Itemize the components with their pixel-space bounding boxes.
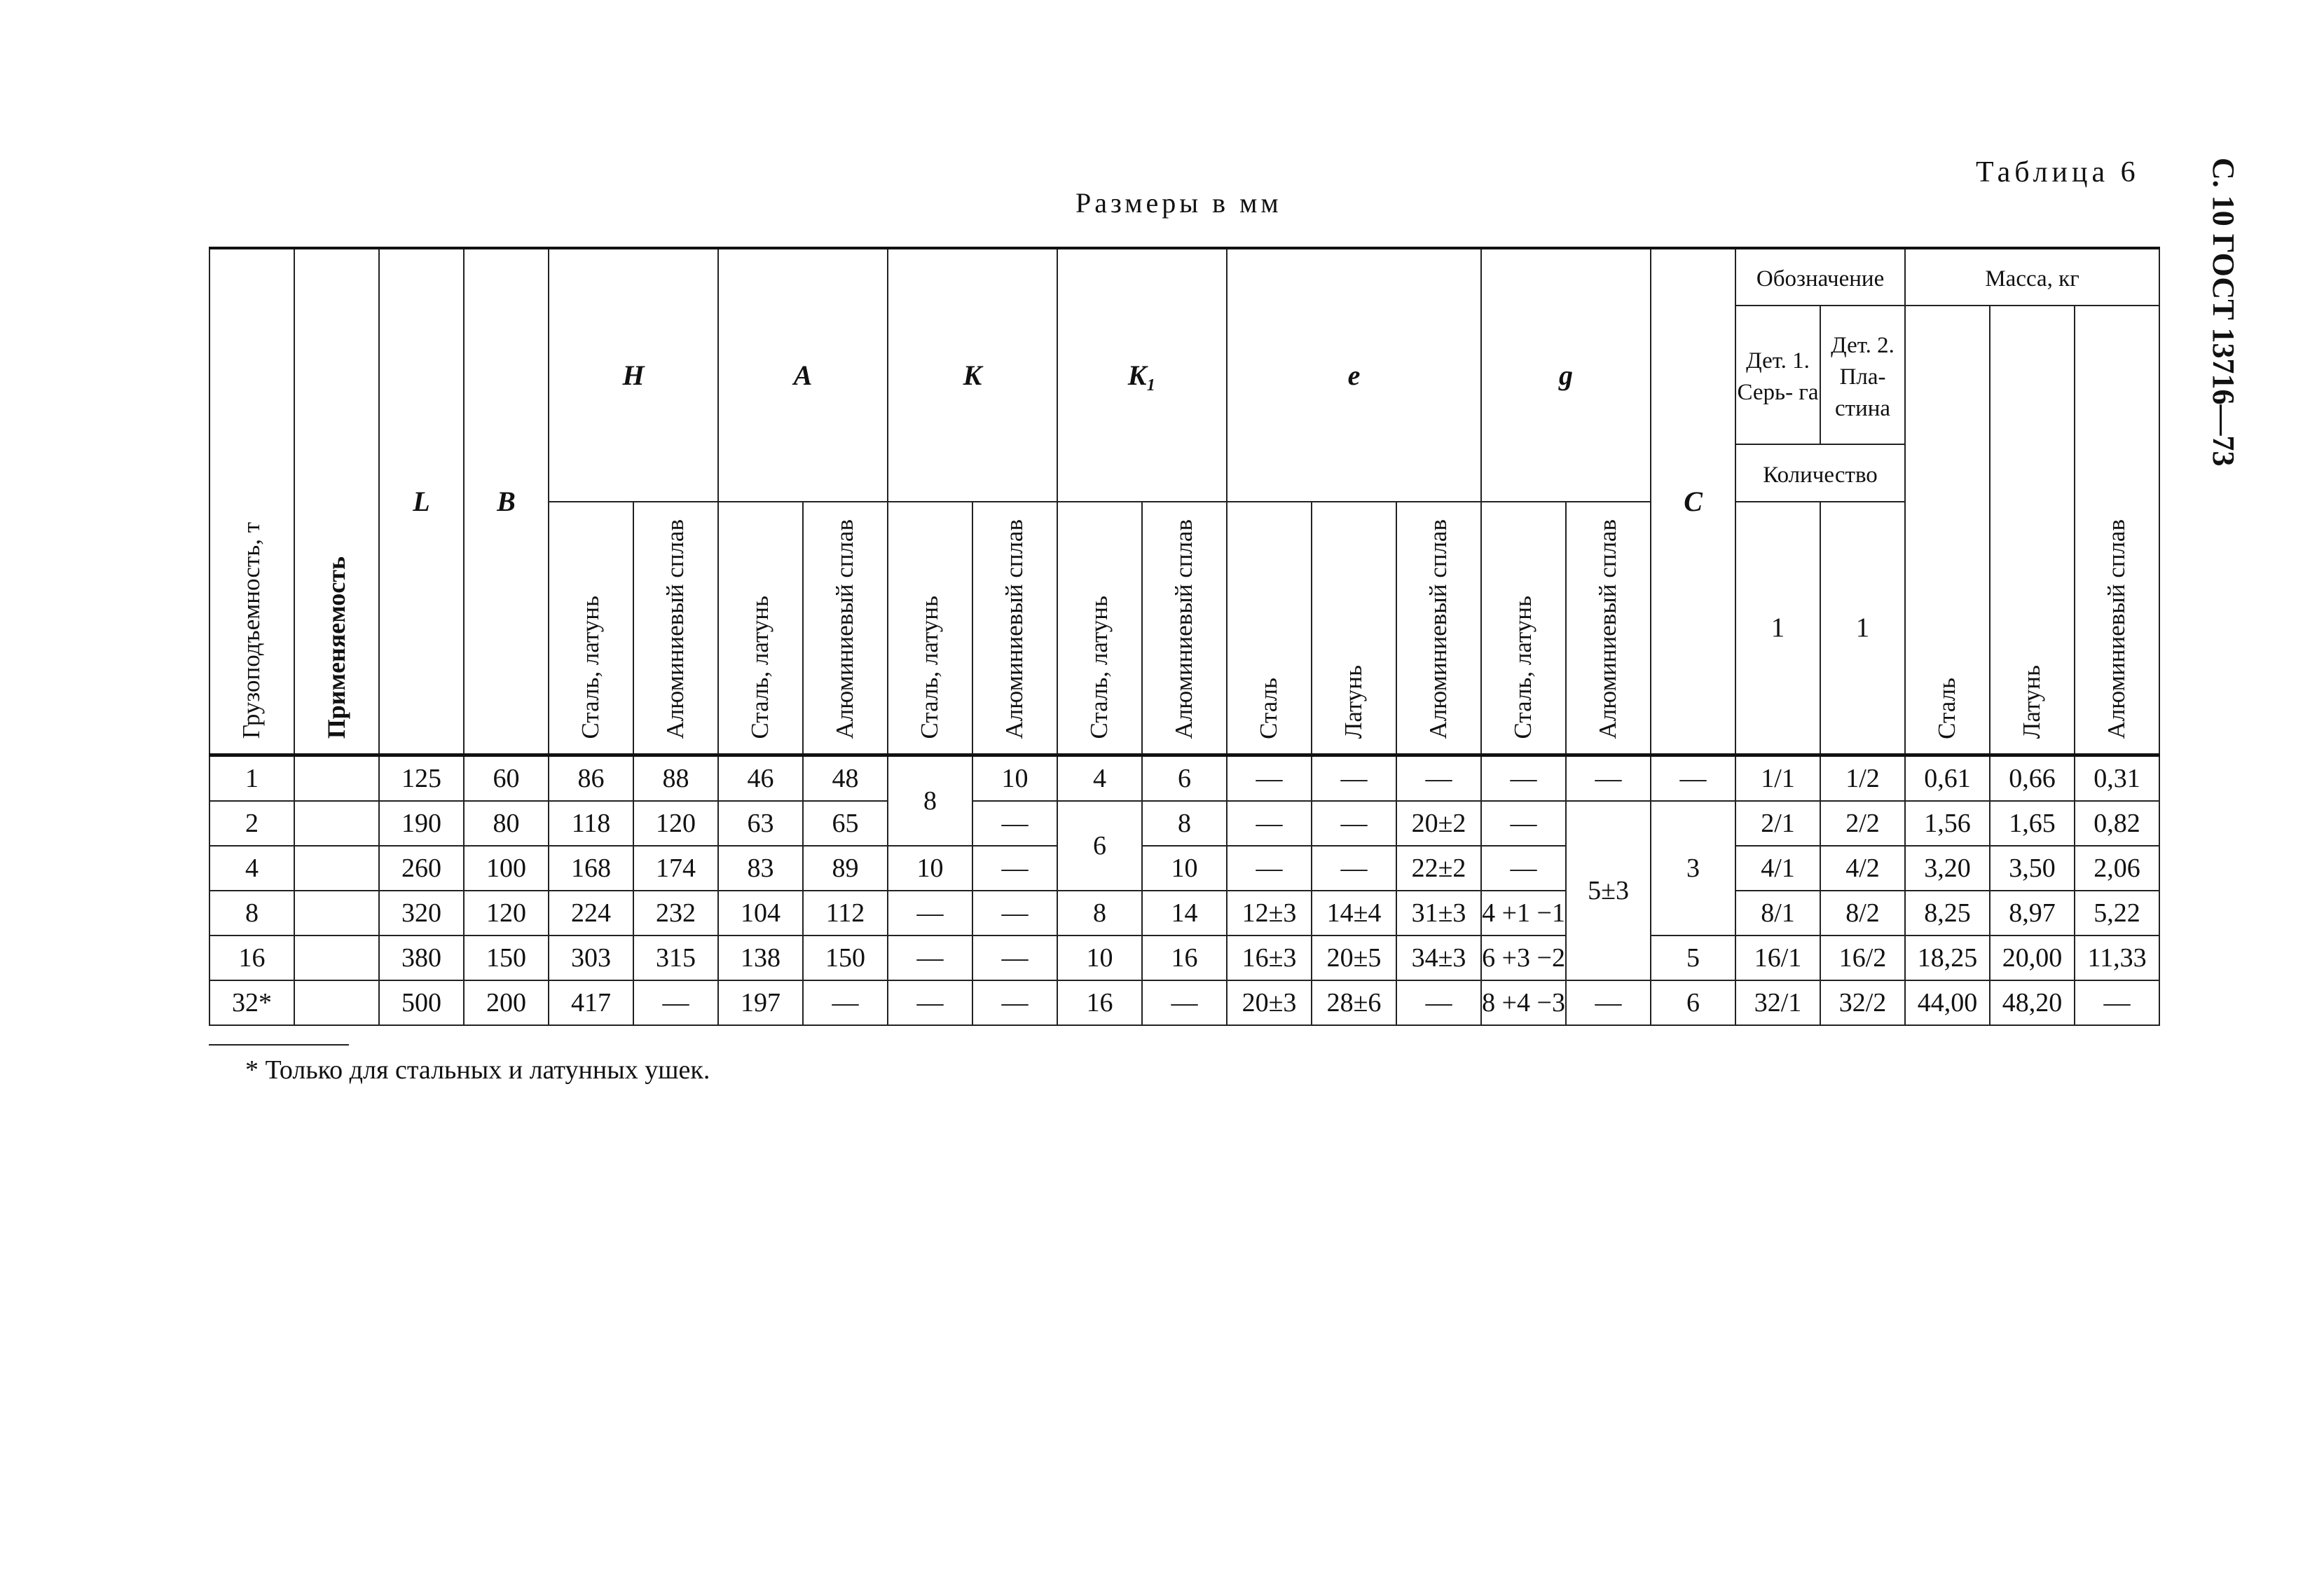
cell-K1-aluminum: 10 [1142, 846, 1227, 891]
cell-A-steel-brass: 138 [718, 936, 803, 980]
cell-e-steel: 12±3 [1227, 891, 1312, 936]
cell-C: 3 [1651, 801, 1735, 936]
cell-K1-aluminum: 14 [1142, 891, 1227, 936]
cell-A-steel-brass: 63 [718, 801, 803, 846]
cell-K-aluminum: — [972, 891, 1057, 936]
header-det2: Дет. 2. Пла- стина [1820, 306, 1905, 444]
cell-mass-aluminum: 2,06 [2075, 846, 2159, 891]
cell-g-steel-brass: 8 +4 −3 [1481, 980, 1566, 1025]
cell-applicability [294, 846, 379, 891]
cell-K-aluminum: — [972, 980, 1057, 1025]
cell-K1-steel-brass: 6 [1057, 801, 1142, 891]
cell-A-steel-brass: 104 [718, 891, 803, 936]
cell-K-steel-brass: 8 [888, 755, 972, 846]
header-e-steel: Сталь [1227, 502, 1312, 755]
cell-K1-aluminum: 16 [1142, 936, 1227, 980]
cell-L: 260 [379, 846, 464, 891]
cell-B: 60 [464, 755, 549, 801]
header-g-steel-brass: Сталь, латунь [1481, 502, 1566, 755]
header-K1: K₁ [1057, 248, 1227, 502]
cell-L: 380 [379, 936, 464, 980]
cell-C: — [1651, 755, 1735, 801]
cell-K-aluminum: — [972, 801, 1057, 846]
cell-K-aluminum: — [972, 846, 1057, 891]
cell-e-aluminum: 22±2 [1396, 846, 1481, 891]
cell-det1: 8/1 [1735, 891, 1820, 936]
cell-K-steel-brass: 10 [888, 846, 972, 891]
cell-H-aluminum: 315 [633, 936, 718, 980]
cell-applicability [294, 891, 379, 936]
cell-mass-steel: 3,20 [1905, 846, 1990, 891]
cell-e-brass: 14±4 [1312, 891, 1396, 936]
header-designation: Обозначение [1735, 248, 1905, 306]
cell-e-steel: — [1227, 846, 1312, 891]
cell-H-steel-brass: 168 [549, 846, 633, 891]
cell-H-steel-brass: 118 [549, 801, 633, 846]
cell-mass-steel: 0,61 [1905, 755, 1990, 801]
cell-det2: 1/2 [1820, 755, 1905, 801]
cell-K1-steel-brass: 4 [1057, 755, 1142, 801]
cell-K1-aluminum: 6 [1142, 755, 1227, 801]
cell-det1: 32/1 [1735, 980, 1820, 1025]
cell-det1: 4/1 [1735, 846, 1820, 891]
cell-det1: 2/1 [1735, 801, 1820, 846]
cell-mass-steel: 1,56 [1905, 801, 1990, 846]
header-L: L [379, 248, 464, 755]
cell-A-aluminum: 112 [803, 891, 888, 936]
cell-capacity: 4 [209, 846, 294, 891]
cell-A-aluminum: — [803, 980, 888, 1025]
cell-g-aluminum: — [1566, 755, 1651, 801]
cell-L: 500 [379, 980, 464, 1025]
cell-B: 80 [464, 801, 549, 846]
cell-e-aluminum: 31±3 [1396, 891, 1481, 936]
header-e-brass: Латунь [1312, 502, 1396, 755]
cell-mass-steel: 8,25 [1905, 891, 1990, 936]
cell-H-steel-brass: 86 [549, 755, 633, 801]
cell-e-steel: — [1227, 755, 1312, 801]
cell-det2: 32/2 [1820, 980, 1905, 1025]
cell-e-steel: 20±3 [1227, 980, 1312, 1025]
table-row [209, 936, 2244, 980]
cell-e-brass: 20±5 [1312, 936, 1396, 980]
header-quantity: Количество [1735, 444, 1905, 502]
footnote-divider [209, 1044, 349, 1046]
header-mass-aluminum: Алюминиевый сплав [2075, 306, 2159, 755]
header-K1-aluminum: Алюминиевый сплав [1142, 502, 1227, 755]
table-row [209, 980, 2244, 1025]
cell-C: 5 [1651, 936, 1735, 980]
header-B: B [464, 248, 549, 755]
dimensions-table [209, 247, 2245, 1026]
header-mass-brass: Латунь [1990, 306, 2075, 755]
cell-H-aluminum: — [633, 980, 718, 1025]
cell-applicability [294, 980, 379, 1025]
table-row [209, 755, 2244, 801]
cell-mass-aluminum: 11,33 [2075, 936, 2159, 980]
cell-e-steel: — [1227, 801, 1312, 846]
header-qty1: 1 [1735, 502, 1820, 755]
cell-L: 125 [379, 755, 464, 801]
cell-A-steel-brass: 83 [718, 846, 803, 891]
table-row [209, 846, 2244, 891]
cell-K-aluminum: 10 [972, 755, 1057, 801]
cell-e-aluminum: 34±3 [1396, 936, 1481, 980]
cell-A-aluminum: 150 [803, 936, 888, 980]
cell-det2: 4/2 [1820, 846, 1905, 891]
cell-L: 190 [379, 801, 464, 846]
cell-mass-aluminum: — [2075, 980, 2159, 1025]
cell-e-brass: — [1312, 846, 1396, 891]
cell-mass-aluminum: 0,31 [2075, 755, 2159, 801]
cell-g-aluminum: 5±3 [1566, 801, 1651, 980]
cell-applicability [294, 801, 379, 846]
cell-mass-brass: 8,97 [1990, 891, 2075, 936]
cell-det2: 8/2 [1820, 891, 1905, 936]
header-e-aluminum: Алюминиевый сплав [1396, 502, 1481, 755]
cell-e-aluminum: — [1396, 980, 1481, 1025]
cell-A-aluminum: 65 [803, 801, 888, 846]
cell-capacity: 8 [209, 891, 294, 936]
cell-e-brass: 28±6 [1312, 980, 1396, 1025]
cell-H-aluminum: 232 [633, 891, 718, 936]
cell-e-steel: 16±3 [1227, 936, 1312, 980]
cell-capacity: 1 [209, 755, 294, 801]
cell-det1: 1/1 [1735, 755, 1820, 801]
header-A-aluminum: Алюминиевый сплав [803, 502, 888, 755]
cell-H-steel-brass: 303 [549, 936, 633, 980]
header-A: A [718, 248, 888, 502]
cell-e-aluminum: 20±2 [1396, 801, 1481, 846]
cell-A-steel-brass: 197 [718, 980, 803, 1025]
cell-H-steel-brass: 417 [549, 980, 633, 1025]
table-row [209, 891, 2244, 936]
cell-capacity: 32* [209, 980, 294, 1025]
header-capacity: Грузоподъемность, т [209, 248, 294, 755]
cell-mass-brass: 3,50 [1990, 846, 2075, 891]
header-mass: Масса, кг [1905, 248, 2159, 306]
cell-H-steel-brass: 224 [549, 891, 633, 936]
header-C: C [1651, 248, 1735, 755]
cell-K1-aluminum: 8 [1142, 801, 1227, 846]
cell-mass-steel: 18,25 [1905, 936, 1990, 980]
cell-det1: 16/1 [1735, 936, 1820, 980]
header-g: g [1481, 248, 1651, 502]
cell-K-steel-brass: — [888, 891, 972, 936]
cell-K-steel-brass: — [888, 980, 972, 1025]
cell-g-aluminum: — [1566, 980, 1651, 1025]
cell-det2: 2/2 [1820, 801, 1905, 846]
cell-H-aluminum: 174 [633, 846, 718, 891]
cell-A-aluminum: 48 [803, 755, 888, 801]
header-K1-steel-brass: Сталь, латунь [1057, 502, 1142, 755]
cell-K1-aluminum: — [1142, 980, 1227, 1025]
cell-capacity: 2 [209, 801, 294, 846]
cell-g-steel-brass: 6 +3 −2 [1481, 936, 1566, 980]
cell-applicability [294, 755, 379, 801]
cell-det2: 16/2 [1820, 936, 1905, 980]
cell-mass-aluminum: 5,22 [2075, 891, 2159, 936]
cell-mass-brass: 1,65 [1990, 801, 2075, 846]
header-qty2: 1 [1820, 502, 1905, 755]
cell-K1-steel-brass: 8 [1057, 891, 1142, 936]
cell-B: 150 [464, 936, 549, 980]
header-K-steel-brass: Сталь, латунь [888, 502, 972, 755]
cell-e-brass: — [1312, 755, 1396, 801]
cell-A-steel-brass: 46 [718, 755, 803, 801]
cell-e-aluminum: — [1396, 755, 1481, 801]
header-H-aluminum: Алюминиевый сплав [633, 502, 718, 755]
header-det1: Дет. 1. Серь- га [1735, 306, 1820, 444]
cell-B: 100 [464, 846, 549, 891]
cell-g-steel-brass: — [1481, 801, 1566, 846]
header-H: H [549, 248, 718, 502]
cell-C: 6 [1651, 980, 1735, 1025]
cell-g-steel-brass: — [1481, 846, 1566, 891]
cell-g-steel-brass: — [1481, 755, 1566, 801]
cell-A-aluminum: 89 [803, 846, 888, 891]
cell-g-steel-brass: 4 +1 −1 [1481, 891, 1566, 936]
cell-L: 320 [379, 891, 464, 936]
cell-mass-brass: 48,20 [1990, 980, 2075, 1025]
table-caption: Таблица 6 [1976, 156, 2140, 189]
cell-H-aluminum: 88 [633, 755, 718, 801]
cell-capacity: 16 [209, 936, 294, 980]
standard-page-header: С. 10 ГОСТ 13716—73 [2206, 158, 2241, 467]
cell-K-steel-brass: — [888, 936, 972, 980]
header-H-steel-brass: Сталь, латунь [549, 502, 633, 755]
cell-mass-brass: 20,00 [1990, 936, 2075, 980]
cell-mass-brass: 0,66 [1990, 755, 2075, 801]
header-K-aluminum: Алюминиевый сплав [972, 502, 1057, 755]
cell-K-aluminum: — [972, 936, 1057, 980]
header-K: K [888, 248, 1057, 502]
cell-mass-aluminum: 0,82 [2075, 801, 2159, 846]
cell-B: 200 [464, 980, 549, 1025]
header-g-aluminum: Алюминиевый сплав [1566, 502, 1651, 755]
header-applicability: Применяемость [294, 248, 379, 755]
cell-e-brass: — [1312, 801, 1396, 846]
cell-B: 120 [464, 891, 549, 936]
cell-K1-steel-brass: 10 [1057, 936, 1142, 980]
cell-applicability [294, 936, 379, 980]
cell-mass-steel: 44,00 [1905, 980, 1990, 1025]
table-row [209, 801, 2244, 846]
cell-H-aluminum: 120 [633, 801, 718, 846]
footnote: * Только для стальных и латунных ушек. [245, 1055, 710, 1085]
units-caption: Размеры в мм [1075, 187, 1282, 219]
header-e: e [1227, 248, 1481, 502]
header-mass-steel: Сталь [1905, 306, 1990, 755]
cell-K1-steel-brass: 16 [1057, 980, 1142, 1025]
header-A-steel-brass: Сталь, латунь [718, 502, 803, 755]
